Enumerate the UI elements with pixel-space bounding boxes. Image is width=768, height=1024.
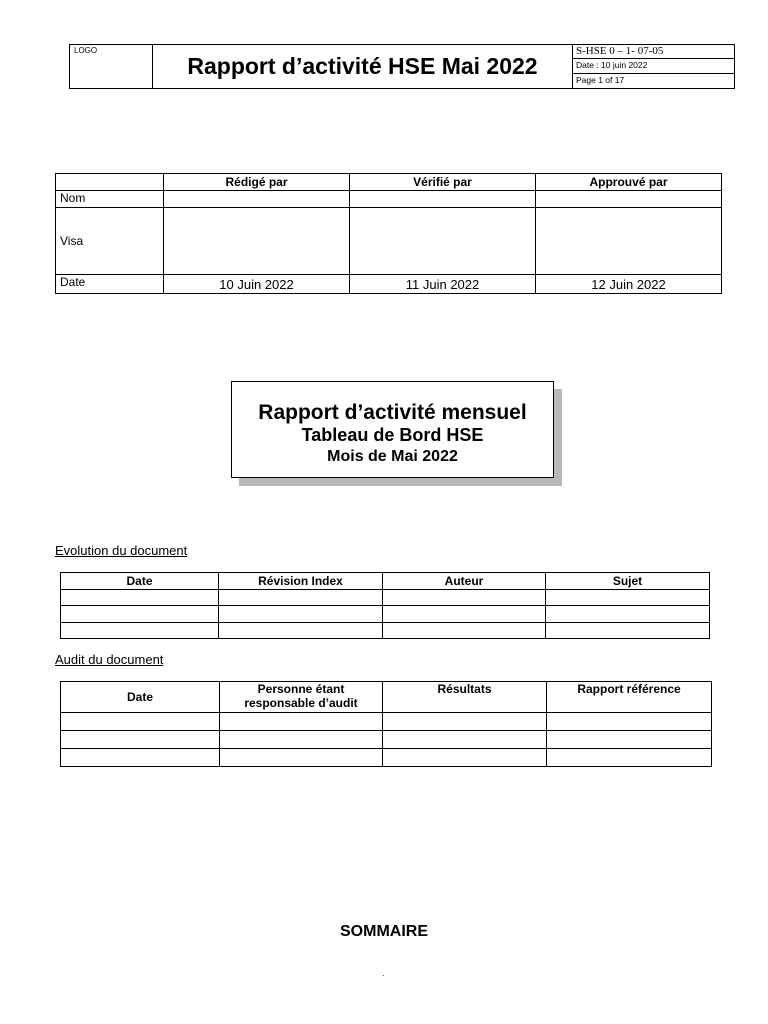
page-mark — [383, 975, 384, 976]
title-box-line2: Tableau de Bord HSE — [301, 425, 484, 445]
table-row — [61, 731, 712, 749]
date-redige-cell: 10 Juin 2022 — [164, 275, 350, 294]
column-header-resultats: Résultats — [383, 682, 547, 713]
table-row — [61, 589, 710, 606]
table-cell — [219, 589, 383, 606]
table-cell — [220, 731, 383, 749]
logo-placeholder — [70, 45, 153, 88]
page-number: Page 1 of 17 — [576, 74, 625, 85]
visa-verifie-cell — [350, 208, 536, 275]
visa-approuve-cell — [536, 208, 722, 275]
table-cell — [546, 622, 710, 639]
table-cell — [383, 606, 546, 623]
column-header-auteur: Auteur — [383, 573, 546, 590]
column-header-date: Date — [61, 682, 220, 713]
evolution-table — [60, 572, 710, 639]
table-cell — [61, 713, 220, 731]
table-cell — [61, 589, 219, 606]
row-label-visa: Visa — [56, 208, 164, 275]
column-header-sujet: Sujet — [546, 573, 710, 590]
table-cell — [547, 749, 712, 767]
column-header-responsable: Personne étant responsable d’audit — [220, 682, 383, 713]
document-header — [69, 44, 735, 89]
audit-table — [60, 681, 712, 767]
column-header — [56, 174, 164, 191]
table-cell — [547, 713, 712, 731]
document-code: S-HSE 0 – 1- 07-05 — [573, 45, 734, 59]
nom-verifie-cell — [350, 191, 536, 208]
table-header-row — [61, 573, 710, 590]
column-header-date: Date — [61, 573, 219, 590]
sommaire-heading: SOMMAIRE — [340, 923, 428, 940]
table-cell — [61, 749, 220, 767]
table-cell — [383, 713, 547, 731]
column-header-approuve: Approuvé par — [536, 174, 722, 191]
table-cell — [383, 589, 546, 606]
table-row-date — [56, 275, 722, 294]
table-cell — [220, 749, 383, 767]
table-cell — [547, 731, 712, 749]
table-cell — [219, 606, 383, 623]
evolution-section-title: Evolution du document — [55, 543, 188, 558]
row-label-nom: Nom — [56, 191, 164, 208]
table-cell — [546, 606, 710, 623]
document-meta — [572, 45, 734, 88]
table-cell — [61, 731, 220, 749]
table-cell — [546, 589, 710, 606]
signature-table — [55, 173, 722, 294]
table-row-visa — [56, 208, 722, 275]
column-header-revision: Révision Index — [219, 573, 383, 590]
table-cell — [61, 606, 219, 623]
visa-redige-cell — [164, 208, 350, 275]
audit-section-title: Audit du document — [55, 652, 164, 667]
document-date: Date : 10 juin 2022 — [573, 59, 734, 73]
table-cell — [383, 749, 547, 767]
table-row-nom — [56, 191, 722, 208]
table-row — [61, 749, 712, 767]
table-cell — [219, 622, 383, 639]
column-header-verifie: Vérifié par — [350, 174, 536, 191]
column-header-rapport: Rapport référence — [547, 682, 712, 713]
nom-approuve-cell — [536, 191, 722, 208]
row-label-date: Date — [56, 275, 164, 294]
logo-text: LOGO — [74, 46, 98, 55]
column-header-redige: Rédigé par — [164, 174, 350, 191]
table-row — [61, 606, 710, 623]
nom-redige-cell — [164, 191, 350, 208]
date-approuve-cell: 12 Juin 2022 — [536, 275, 722, 294]
title-box — [231, 381, 554, 478]
table-cell — [383, 731, 547, 749]
table-row — [61, 622, 710, 639]
table-header-row — [56, 174, 722, 191]
date-verifie-cell: 11 Juin 2022 — [350, 275, 536, 294]
table-row — [61, 713, 712, 731]
title-box-line1: Rapport d’activité mensuel — [258, 401, 527, 424]
table-cell — [61, 622, 219, 639]
table-header-row — [61, 682, 712, 713]
table-cell — [220, 713, 383, 731]
document-title: Rapport d’activité HSE Mai 2022 — [187, 53, 538, 79]
table-cell — [383, 622, 546, 639]
title-box-line3: Mois de Mai 2022 — [327, 448, 458, 465]
